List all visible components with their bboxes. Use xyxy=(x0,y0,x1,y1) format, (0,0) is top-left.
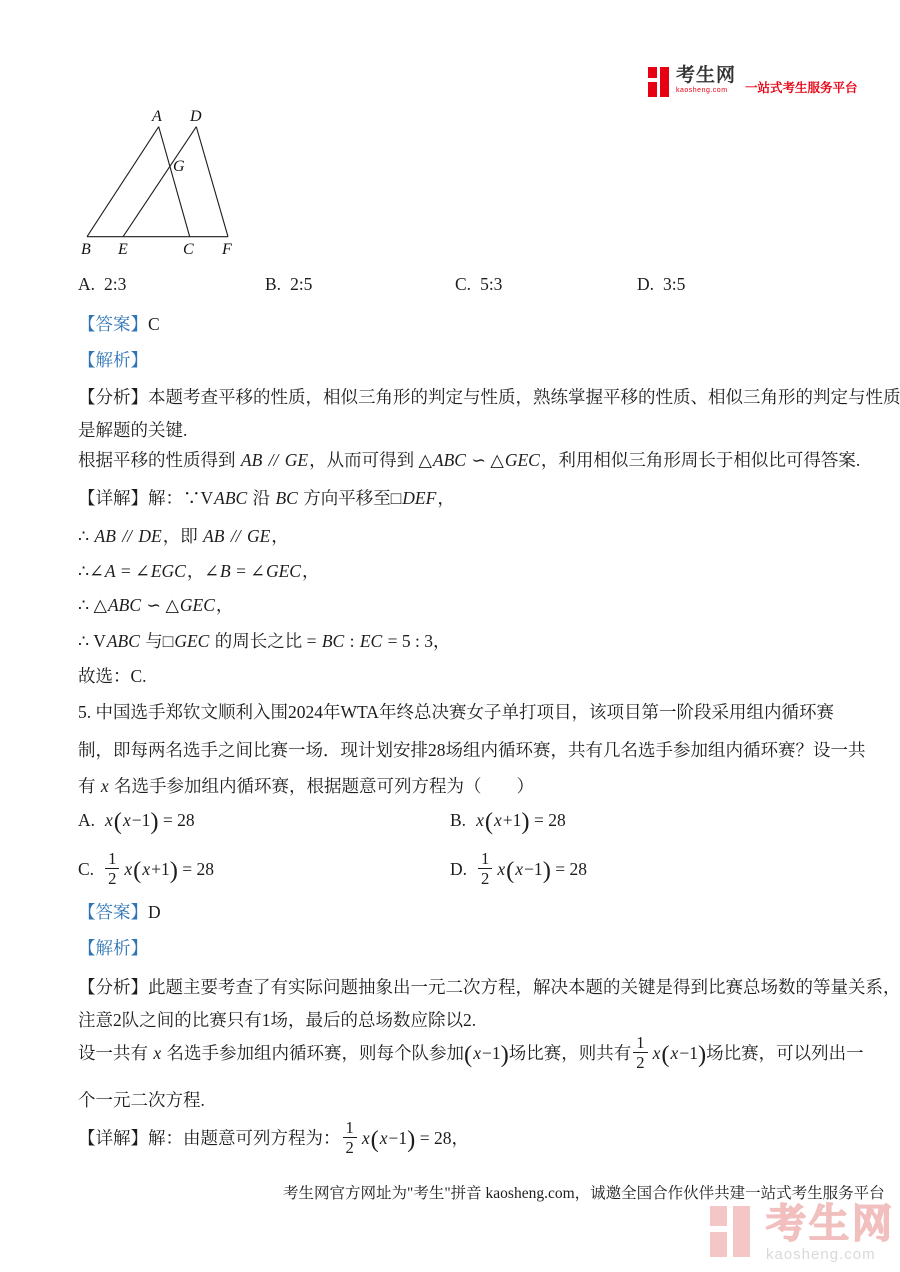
q5-jiexi-line xyxy=(78,935,148,960)
q5-fenxi-line-2: 注意2队之间的比赛只有1场，最后的总场数应除以2. xyxy=(78,1010,477,1030)
q4-option-a: A. 2:3 xyxy=(78,274,127,294)
watermark-domain: kaosheng.com xyxy=(766,1246,876,1263)
q4-option-c: C. 5:3 xyxy=(455,274,503,294)
q5-stem-line-3: 有 x 名选手参加组内循环赛，根据题意可列方程为（ ） xyxy=(78,776,535,796)
q4-approach-line: 根据平移的性质得到 AB // GE，从而可得到 △ABC ∽ △GEC，利用相似三角形周长于相似比可得答案. xyxy=(78,450,861,470)
q5-option-a: A. x(x−1) = 28 xyxy=(78,807,195,835)
q4-answer-value: C xyxy=(148,314,160,334)
answer-bracket-label: 【答案】 xyxy=(78,902,148,922)
vertex-label-e: E xyxy=(118,241,128,258)
q4-jiexi-line xyxy=(78,347,148,372)
vertex-label-b: B xyxy=(81,241,91,258)
vertex-label-c: C xyxy=(183,241,194,258)
q4-fenxi-line-2: 是解题的关键. xyxy=(78,420,188,440)
vertex-label-d: D xyxy=(190,108,202,125)
geometry-figure xyxy=(76,108,238,258)
footer-text: 考生网官方网址为"考生"拼音 kaosheng.com，诚邀全国合作伙伴共建一站式考生服务平台 xyxy=(283,1185,885,1202)
logo-text: 考生网 xyxy=(676,65,737,86)
q5-stem-line-1: 5. 中国选手郑钦文顺利入围2024年WTA年终总决赛女子单打项目，该项目第一阶段采用组内循环赛 xyxy=(78,702,834,722)
q5-option-d: D. $\frac{1}{2}$ x(x−1) = 28 xyxy=(450,849,587,889)
q5-answer-line xyxy=(78,899,161,924)
answer-bracket-label: 【答案】 xyxy=(78,314,148,334)
vertex-label-a: A xyxy=(152,108,162,125)
kaosheng-logo-icon xyxy=(648,66,672,97)
jiexi-bracket-label: 【解析】 xyxy=(78,938,148,958)
q5-option-b: B. x(x+1) = 28 xyxy=(450,807,566,835)
watermark xyxy=(710,1204,895,1263)
q4-detail-line-4: ∴ △ABC ∽ △GEC， xyxy=(78,595,234,615)
q4-option-b: B. 2:5 xyxy=(265,274,313,294)
q5-work-line-1: 设一共有 x 名选手参加组内循环赛，则每个队参加(x−1)场比赛，则共有 $\frac{1}{2}$ x(x−1)场比赛，可以列出一 xyxy=(78,1033,864,1073)
vertex-label-g: G xyxy=(173,158,185,175)
jiexi-bracket-label: 【解析】 xyxy=(78,350,148,370)
q5-stem-line-2: 制，即每两名选手之间比赛一场．现计划安排28场组内循环赛，共有几名选手参加组内循环赛？设一共 xyxy=(78,740,866,760)
logo-name-block xyxy=(676,66,736,94)
q4-conclusion-line: 故选：C. xyxy=(78,666,147,686)
q4-detail-line-1: 【详解】解：∵VABC 沿 BC 方向平移至□DEF， xyxy=(78,488,455,508)
watermark-text-block xyxy=(766,1204,895,1263)
vertex-label-f: F xyxy=(222,241,232,258)
q5-answer-value: D xyxy=(148,902,161,922)
q4-detail-line-5: ∴ VABC 与□GEC 的周长之比 = BC : EC = 5 : 3， xyxy=(78,631,451,651)
q4-detail-line-3: ∴∠A = ∠EGC，∠B = ∠GEC， xyxy=(78,561,320,581)
kaosheng-watermark-icon xyxy=(710,1204,758,1258)
site-logo xyxy=(648,66,858,97)
q4-detail-line-2: ∴ AB // DE，即 AB // GE， xyxy=(78,526,289,546)
q5-option-c: C. $\frac{1}{2}$ x(x+1) = 28 xyxy=(78,849,215,889)
triangle-lines xyxy=(87,127,228,237)
watermark-logo-text: 考生网 xyxy=(766,1202,895,1246)
logo-tagline: 一站式考生服务平台 xyxy=(745,81,858,95)
q5-detail-line: 【详解】解：由题意可列方程为： $\frac{1}{2}$ x(x−1) = 28， xyxy=(78,1118,469,1158)
q5-work-line-2: 个一元二次方程. xyxy=(78,1090,205,1110)
logo-domain: kaosheng.com xyxy=(676,86,728,94)
q4-option-d: D. 3:5 xyxy=(637,274,686,294)
q5-fenxi-line-1: 【分析】此题主要考查了有实际问题抽象出一元二次方程，解决本题的关键是得到比赛总场数的等量关系， xyxy=(78,977,900,997)
q4-answer-line xyxy=(78,311,160,336)
q4-fenxi-line-1: 【分析】本题考查平移的性质，相似三角形的判定与性质，熟练掌握平移的性质、相似三角形的判定与性质 xyxy=(78,387,900,407)
